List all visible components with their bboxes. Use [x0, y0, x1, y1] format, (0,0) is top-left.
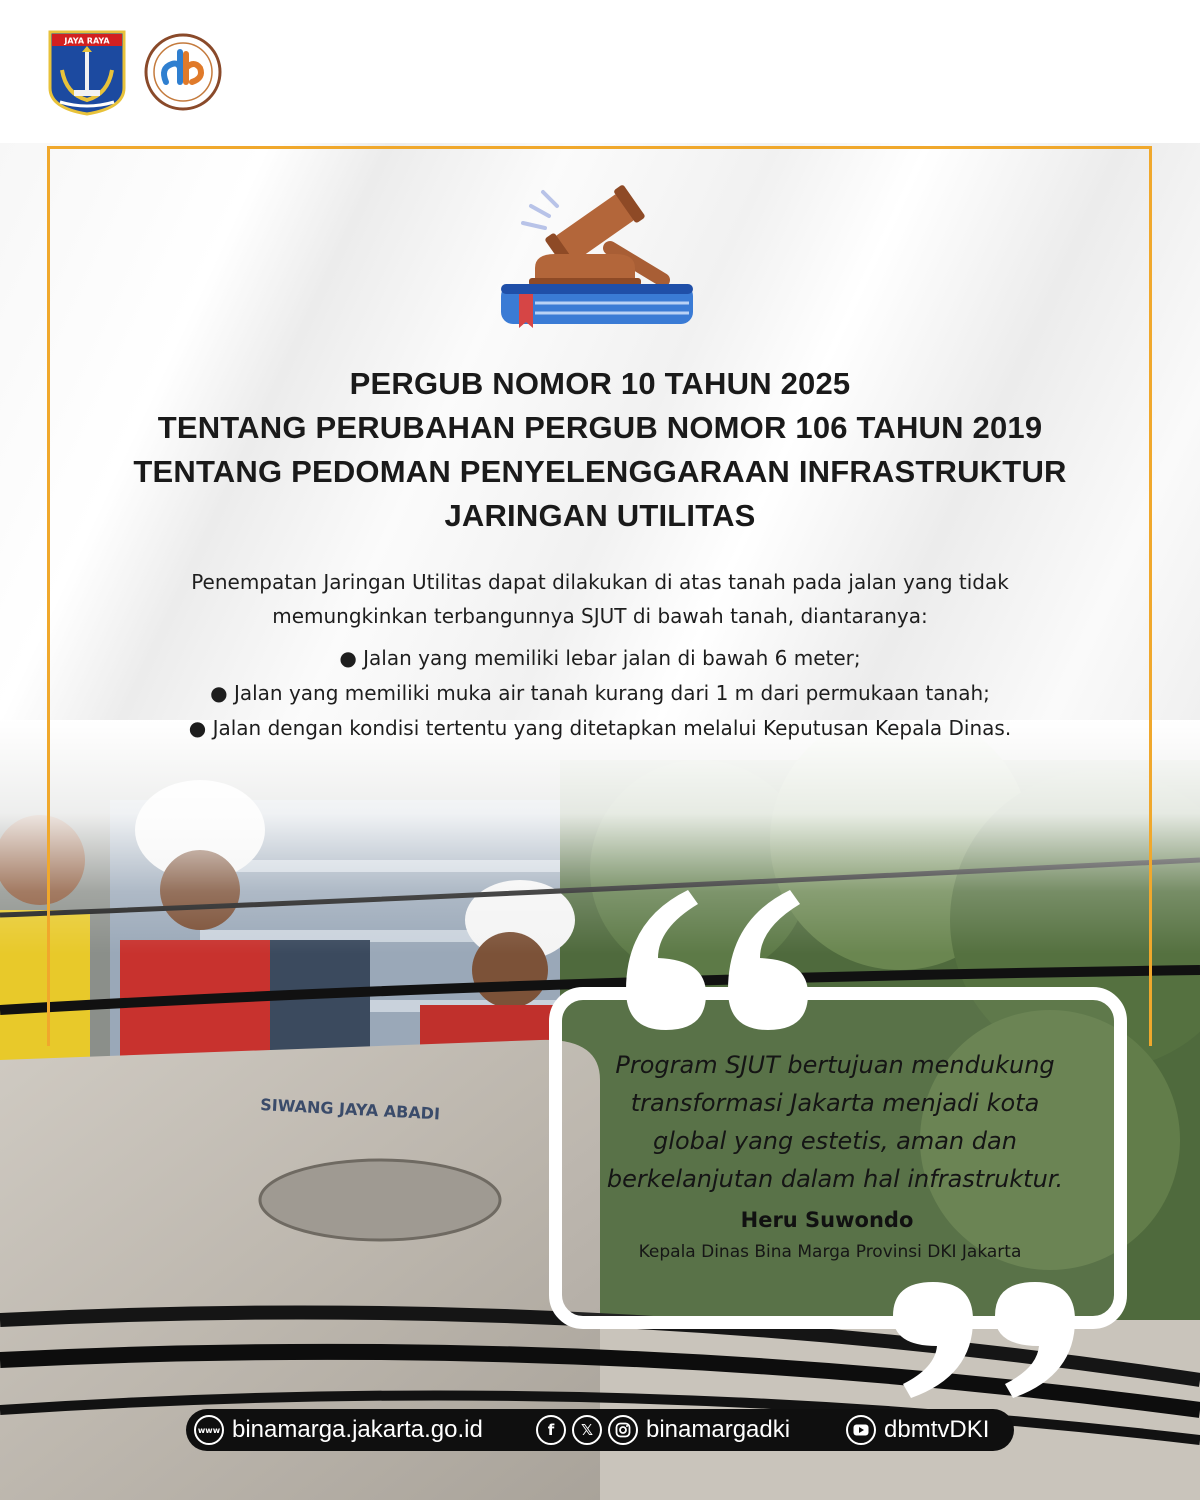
youtube-link[interactable] — [846, 1409, 989, 1451]
intro-line-2: memungkinkan terbangunnya SJUT di bawah tanah, diantaranya: — [272, 604, 928, 628]
header — [0, 0, 1200, 143]
intro-line-1: Penempatan Jaringan Utilitas dapat dilakukan di atas tanah pada jalan yang tidak — [191, 570, 1009, 594]
bullet-item: ● Jalan dengan kondisi tertentu yang ditetapkan melalui Keputusan Kepala Dinas. — [188, 716, 1012, 740]
quote-author: Heru Suwondo — [740, 1208, 914, 1232]
quote-line: global yang estetis, aman dan — [653, 1127, 1017, 1155]
bullet-list — [70, 641, 1130, 746]
quote-line: berkelanjutan dalam hal infrastruktur. — [606, 1165, 1064, 1193]
title-line-2: TENTANG PERUBAHAN PERGUB NOMOR 106 TAHUN 2019 — [157, 410, 1043, 445]
intro-paragraph — [70, 565, 1130, 633]
quote-line: Program SJUT bertujuan mendukung — [615, 1051, 1055, 1079]
bina-marga-logo-icon — [140, 32, 226, 112]
bullet-item: ● Jalan yang memiliki muka air tanah kurang dari 1 m dari permukaan tanah; — [210, 681, 990, 705]
social-links — [536, 1409, 790, 1451]
bullet-item: ● Jalan yang memiliki lebar jalan di bawah 6 meter; — [339, 646, 861, 670]
quote-author-role: Kepala Dinas Bina Marga Provinsi DKI Jakarta — [638, 1242, 1022, 1262]
close-quote-icon — [885, 1280, 1085, 1400]
youtube-icon — [846, 1415, 876, 1445]
open-quote-icon — [618, 880, 818, 1035]
website-link[interactable] — [194, 1409, 483, 1451]
crest-text: JAYA RAYA — [64, 36, 110, 46]
www-label: www — [197, 1425, 221, 1435]
gavel-on-book-icon — [495, 168, 700, 333]
title-line-1: PERGUB NOMOR 10 TAHUN 2025 — [349, 366, 851, 401]
website-text: binamarga.jakarta.go.id — [232, 1416, 483, 1443]
quote-text — [575, 1046, 1095, 1198]
title-line-3: TENTANG PEDOMAN PENYELENGGARAAN INFRASTRUKTUR — [133, 454, 1067, 489]
title-line-4: JARINGAN UTILITAS — [444, 498, 756, 533]
facebook-icon[interactable]: f — [536, 1415, 566, 1445]
social-handle[interactable]: binamargadki — [646, 1416, 791, 1443]
page-title — [60, 362, 1140, 538]
youtube-handle: dbmtvDKI — [884, 1416, 990, 1443]
globe-icon — [194, 1415, 224, 1445]
dki-jakarta-crest-icon — [48, 30, 126, 116]
social-footer — [186, 1409, 1014, 1451]
instagram-icon[interactable] — [608, 1415, 638, 1445]
x-icon[interactable]: 𝕏 — [572, 1415, 602, 1445]
quote-line: transformasi Jakarta menjadi kota — [630, 1089, 1040, 1117]
